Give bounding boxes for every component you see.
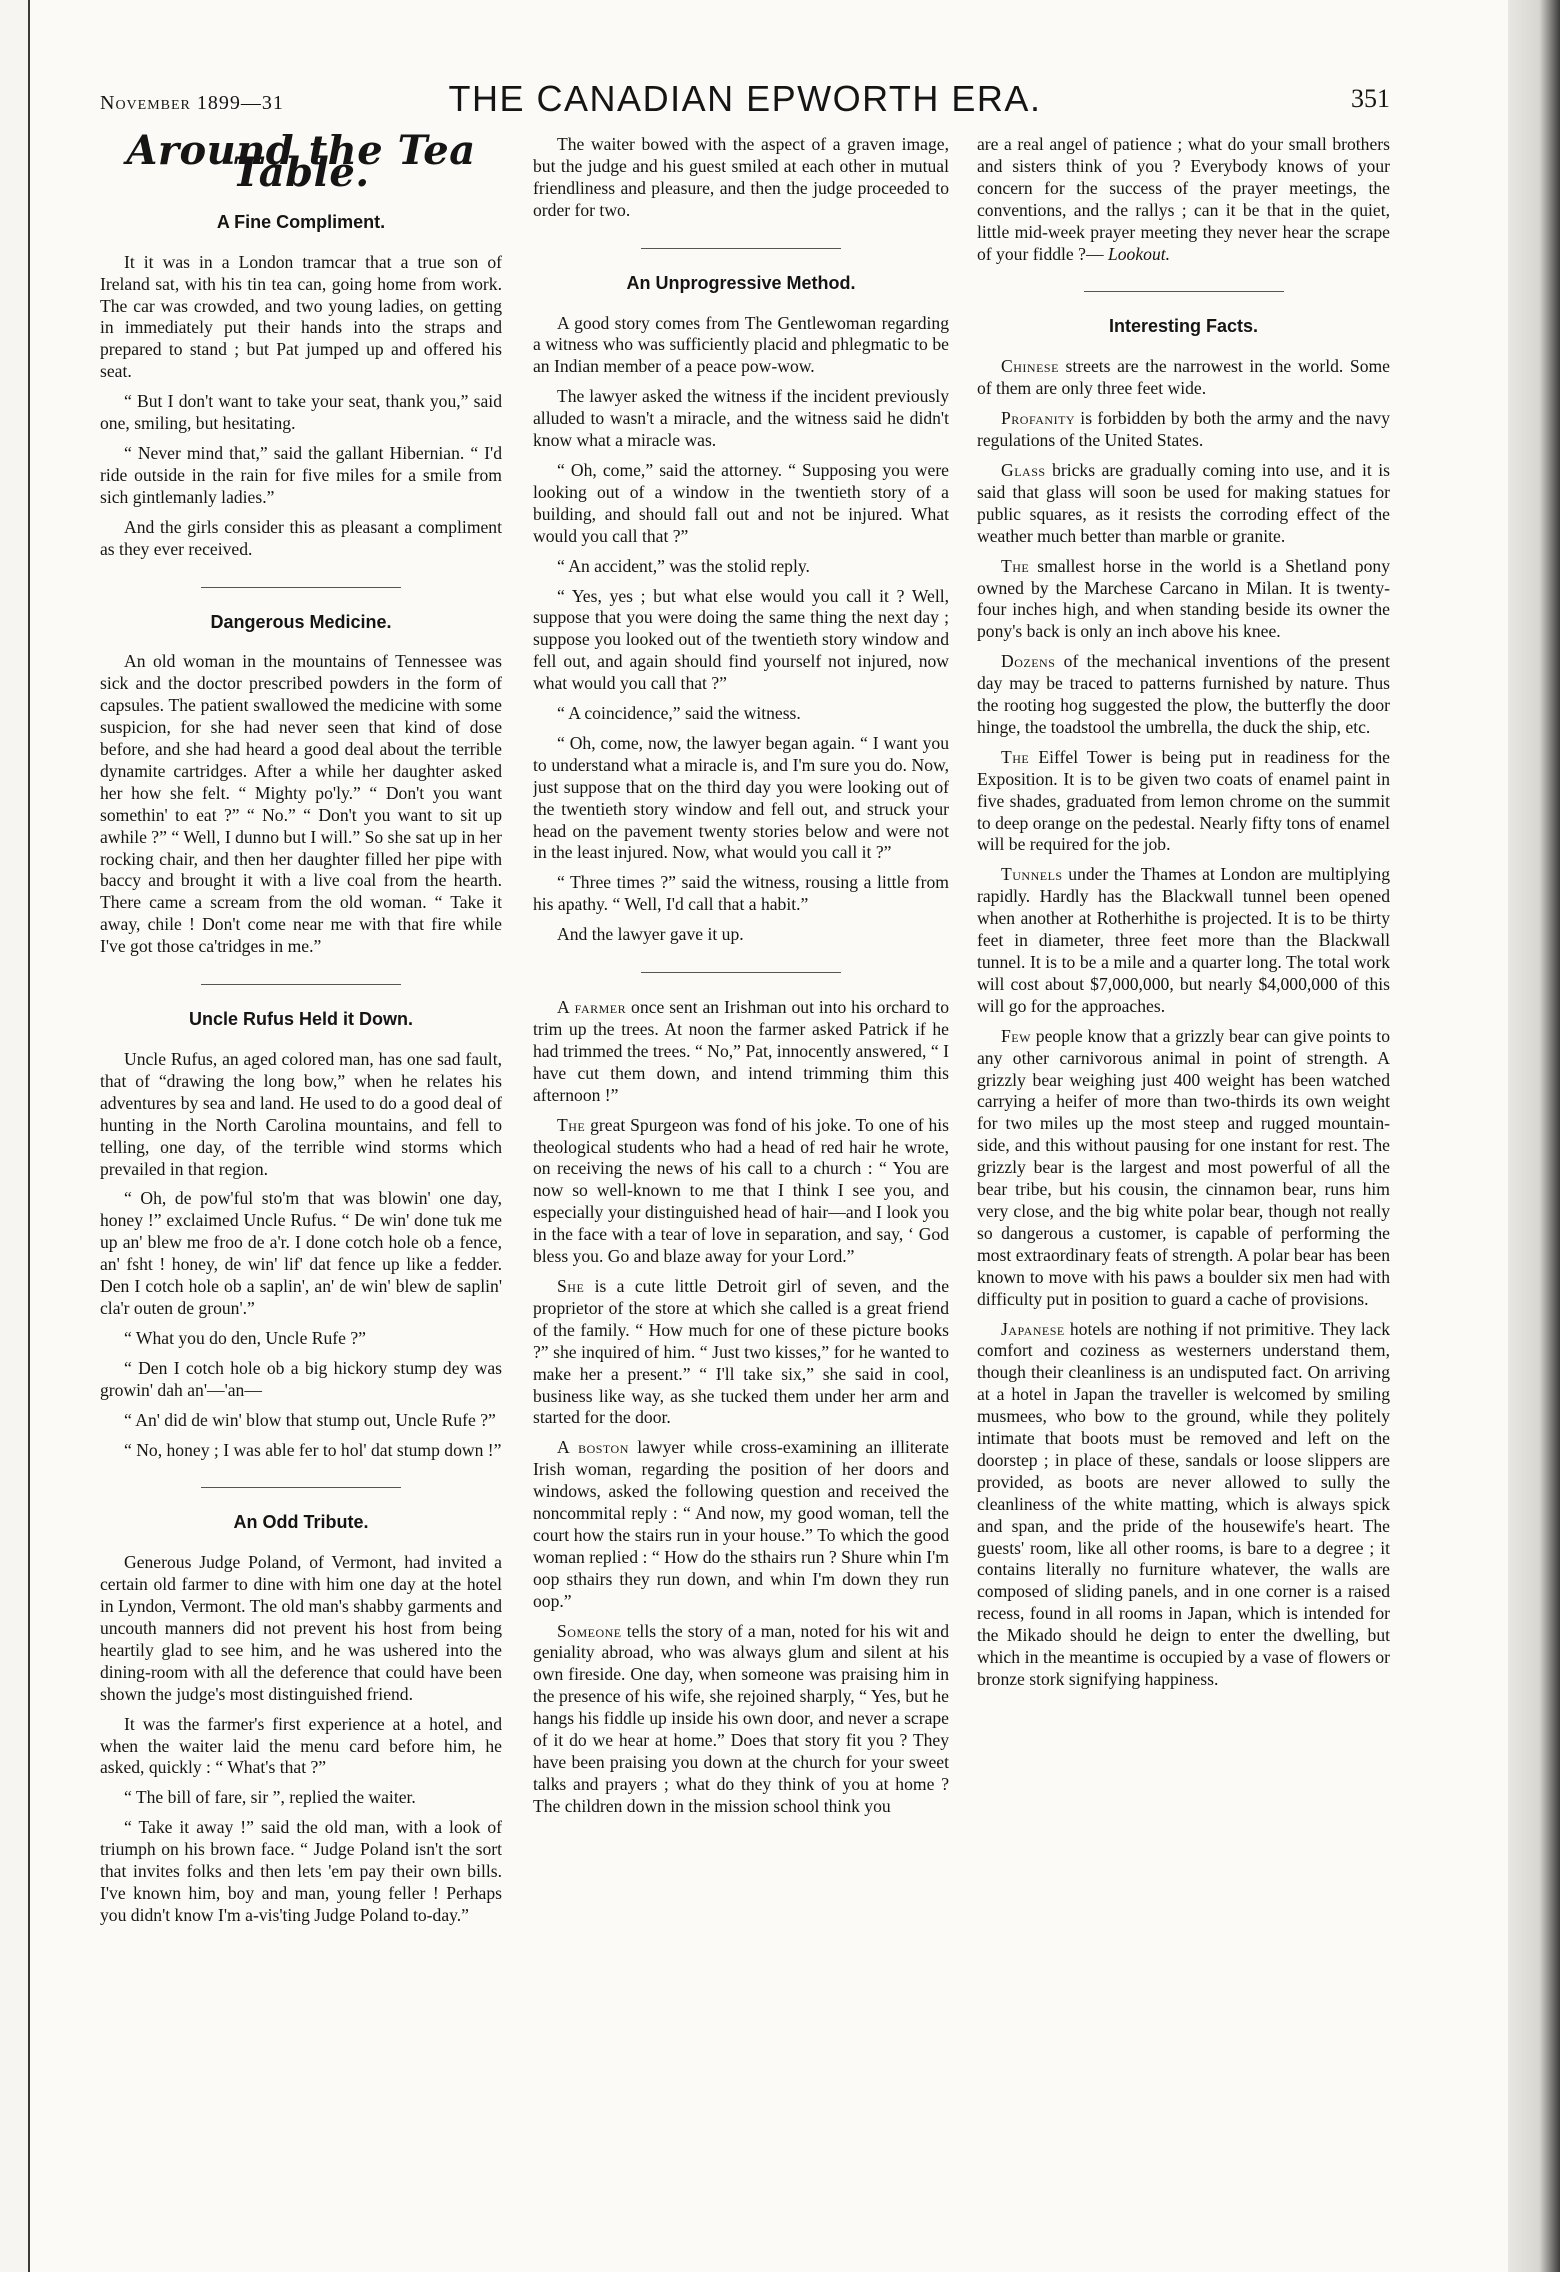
article-heading-interesting-facts: Interesting Facts. [1108,316,1259,337]
column-2 [533,134,949,2194]
paragraph [977,556,1390,644]
lead-word: Few [1001,1025,1031,1046]
paragraph: “ The bill of fare, sir ”, replied the waiter. [124,1787,416,1808]
paragraph [977,134,1390,265]
paragraph-text: smallest horse in the world is a Shetland pony owned by the Marchese Carcano in Milan. It is twenty-four inches high, and when standing beside its owner the pony's back is only an inch above his knee. [977,555,1390,642]
binding-edge [28,0,30,2272]
article-heading-uncle-rufus: Uncle Rufus Held it Down. [188,1009,413,1030]
paragraph: “ Oh, de pow'ful sto'm that was blowin' one day, honey !” exclaimed Uncle Rufus. “ De win' done tuk me up an' blew me froo de a'r. I done cotch hole ob a fence, an' fsht ! honey, de win' lif' dat fence up like a fedder. Den I cotch hole ob a saplin', an' de win' blew de saplin' cla'r outen de groun'.” [100,1188,502,1318]
lead-word: The [1001,746,1030,767]
paragraph: The lawyer asked the witness if the incident previously alluded to wasn't a miracle, and the witness said he didn't know what a miracle was. [533,386,949,451]
paragraph [533,1276,949,1429]
lead-word: Tunnels [1001,864,1063,885]
paragraph-text: tells the story of a man, noted for his wit and geniality abroad, who was always glum and silent at his own fireside. One day, when someone was praising him in the presence of his wife, she rejoined sharply, “ Yes, but he hangs his fiddle up inside his own door, and never a scrape of it do we hear at home.” Does that story fit you ? They have been praising you down at the church for your sweet talks and prayers ; what do they think of you at home ? The children down in the mission school think you [533,1620,949,1816]
paragraph: And the lawyer gave it up. [557,924,744,945]
paragraph: “ Three times ?” said the witness, rousing a little from his apathy. “ Well, I'd call that a habit.” [533,872,949,915]
paragraph [977,651,1390,739]
paragraph-text: lawyer while cross-examining an illiterate Irish woman, regarding the position of her doors and windows, asked the following question and received the noncommital reply : “ And now, my good woman, tell the court how the stairs run in your house.” To which the good woman replied : “ How do the sthairs run ? Shure whin I'm oop sthairs they run down, and whin I'm down they run oop.” [533,1437,949,1611]
paragraph [533,1115,949,1268]
paragraph [977,1026,1390,1311]
paragraph: A good story comes from The Gentlewoman regarding a witness who was sufficiently placid and phlegmatic to be an Indian member of a peace pow-wow. [533,312,949,377]
paragraph-text: is forbidden by both the army and the navy regulations of the United States. [977,408,1390,451]
paragraph [977,864,1390,1017]
paragraph-text: under the Thames at London are multiplying rapidly. Hardly has the Blackwall tunnel been opened when another at Rotherhithe is projected. It is to be thirty feet in diameter, three feet more than the Blackwall tunnel. It is to be a mile and a quarter long. The total work will cost about $7,000,000, but nearly $4,000,000 of this will go for the approaches. [977,864,1390,1016]
lead-word: The [557,1114,586,1135]
page-number: 351 [1351,84,1390,113]
lead-word: A farmer [557,997,627,1018]
paragraph-text: hotels are nothing if not primitive. They lack comfort and coziness as westerners understand them, though their cleanliness is an undisputed fact. On arriving at a hotel in Japan the traveller is welcomed by smiling musmees, who bow to the ground, while they politely intimate that boots must be removed and left on the doorstep ; in place of these, sandals or loose slippers are provided, as boots are never allowed to sully the cleanliness of the white matting, which is always spick and span, and the pride of the housewife's heart. The guests' room, like all other rooms, is bare to a degree ; it contains literally no furniture whatever, the walls are composed of sliding panels, and in one corner is a raised recess, found in all rooms in Japan, which is intended for the Mikado should he deign to enter the dwelling, but which in the meantime is occupied by a vase of flowers or bronze stork signifying happiness. [977,1318,1390,1689]
article-heading-unprogressive-method: An Unprogressive Method. [626,272,856,293]
lead-word: The [1001,555,1030,576]
paragraph-text: of the mechanical inventions of the present day may be traced to patterns furnished by nature. Thus the rooting hog suggested the plow, the butterfly the door hinge, the toadstool the umbrella, the duck the ship, etc. [977,651,1390,737]
paragraph: “ An' did de win' blow that stump out, Uncle Rufe ?” [124,1409,496,1430]
paragraph-text: people know that a grizzly bear can give points to any other carnivorous animal in point of strength. A grizzly bear weighing just 400 weight has been watched carrying a heifer of more than two-thirds its own weight for two miles up the most steep and rugged mountain-side, and this without pausing for one instant for rest. The grizzly bear is the largest and most powerful of all the bear tribe, but his cousin, the cinnamon bear, runs him very close, and the big white polar bear, though not really so dangerous a customer, is capable of performing the most extraordinary feats of strength. A polar bear has been known to move with his paws a boulder six men had with difficulty put in position to guard a cache of provisions. [977,1025,1390,1309]
paragraph: “ Oh, come, now, the lawyer began again. “ I want you to understand what a miracle is, and I'm sure you do. Now, just suppose that on the third day you were looking out of the twentieth story window and fell out, and struck your head on the pavement twenty stories below and were not in the least injured. Now, what would you call it ?” [533,732,949,863]
lead-word: Profanity [1001,408,1076,429]
paragraph [533,1437,949,1612]
paragraph: An old woman in the mountains of Tennessee was sick and the doctor prescribed powders in the form of capsules. The patient swallowed the medicine with some suspicion, for she had never seen that kind of dose before, and she had heard a good deal about the terrible dynamite cartridges. After a while her daughter asked her how she felt. “ Mighty po'ly.” “ Don't you want somethin' to eat ?” “ No.” “ Don't you want to sit up awhile ?” “ Well, I dunno but I will.” So she sat up in her rocking chair, and then her daughter filled her pipe with baccy and brought it with a live coal from the hearth. There came a scream from the old woman. “ Take it away, chile ! Don't come near me with that fire while I've got those ca'tridges in me.” [100,651,502,957]
paragraph: “ Oh, come,” said the attorney. “ Supposing you were looking out of a window in the twentieth story of a building, and should fall out and not be injured. What would you call that ?” [533,459,949,546]
paragraph-text: great Spurgeon was fond of his joke. To one of his theological students who had a head of red hair he wrote, on receiving the news of his call to a church : “ You are now so well-known to me that I think I see you, and especially your distinguished head of hair—and I look you in the face with a tear of love in separation, and say, ‘ God bless you. Go and blaze away for your Lord.” [533,1114,949,1267]
source-credit: Lookout. [1107,243,1171,264]
paragraph: Generous Judge Poland, of Vermont, had invited a certain old farmer to dine with him one day at the hotel in Lyndon, Vermont. The old man's shabby garments and uncouth manners did not prevent his host from being heartily glad to see him, and he was ushered into the dining-room with all the deference that could have been shown the judge's most distinguished friend. [100,1552,502,1704]
paragraph: “ Yes, yes ; but what else would you call it ? Well, suppose that you were doing the same thing the next day ; suppose you looked out of the twentieth story window and fell out, and again should find yourself not injured, now what would you call that ?” [533,585,949,694]
divider-rule [641,248,841,249]
divider-rule [1084,291,1284,292]
paragraph-text: Eiffel Tower is being put in readiness for the Exposition. It is to be given two coats of enamel paint in five shades, graduated from lemon chrome on the summit to deep orange on the pedestal. Nearly fifty tons of enamel will be required for the job. [977,746,1390,855]
paragraph [533,997,949,1107]
divider-rule [201,984,401,985]
divider-rule [641,972,841,973]
paragraph-text: is a cute little Detroit girl of seven, and the proprietor of the store at which she called is a great friend of the family. “ How much for one of these picture books ?” she inquired of him. “ Just two kisses,” for he wanted to make her a present.” “ I'll take six,” she said in cool, business like way, as she tucked them under her arm and started for the door. [533,1275,949,1428]
lead-word: Glass [1001,459,1046,480]
paragraph: Uncle Rufus, an aged colored man, has one sad fault, that of “drawing the long bow,” when he relates his adventures by sea and land. He used to do a good deal of hunting in the North Carolina mountains, and fell to telling, one day, of the terrible wind storms which prevailed in that region. [100,1049,502,1179]
lead-word: Japanese [1001,1318,1065,1339]
paragraph-text: once sent an Irishman out into his orchard to trim up the trees. At noon the farmer asked Patrick if he had trimmed the trees. “ No,” Pat, innocently answered, “ I have cut them down, and intend trimming thim this afternoon !” [533,997,949,1105]
paragraph-text: streets are the narrowest in the world. Some of them are only three feet wide. [977,356,1390,399]
paragraph [977,408,1390,452]
lead-word: Dozens [1001,651,1056,672]
section-title: Around the Tea Table. [126,134,476,196]
issue-date: November 1899—31 [100,92,284,114]
lead-word: A boston [557,1437,629,1458]
column-3 [977,134,1390,2194]
paragraph [977,1319,1390,1691]
article-heading-dangerous-medicine: Dangerous Medicine. [210,611,392,632]
paragraph [977,356,1390,400]
paragraph: “ Den I cotch hole ob a big hickory stump dey was growin' dah an'—'an— [100,1357,502,1400]
paragraph: The waiter bowed with the aspect of a graven image, but the judge and his guest smiled at each other in mutual friendliness and pleasure, and then the judge proceeded to order for two. [533,134,949,220]
paragraph: “ Take it away !” said the old man, with a look of triumph on his brown face. “ Judge Poland isn't the sort that invites folks and then lets 'em pay their own bills. I've known him, boy and man, young feller ! Perhaps you didn't know I'm a-vis'ting Judge Poland to-day.” [100,1817,502,1925]
column-1 [100,134,502,2194]
page-header [100,78,1390,122]
paragraph: It was the farmer's first experience at a hotel, and when the waiter laid the menu card before him, he asked, quickly : “ What's that ?” [100,1713,502,1778]
paragraph: And the girls consider this as pleasant a compliment as they ever received. [100,516,502,559]
paragraph: “ But I don't want to take your seat, thank you,” said one, smiling, but hesitating. [100,391,502,434]
paragraph: “ Never mind that,” said the gallant Hibernian. “ I'd ride outside in the rain for five miles for a smile from sich gintlemanly ladies.” [100,442,502,507]
lead-word: Chinese [1001,356,1059,377]
journal-title: THE CANADIAN EPWORTH ERA. [448,78,1042,119]
page-edge-shadow [1508,0,1560,2272]
paragraph: “ No, honey ; I was able fer to hol' dat stump down !” [124,1439,502,1460]
lead-word: She [557,1275,585,1296]
paragraph: “ What you do den, Uncle Rufe ?” [124,1327,366,1348]
paragraph [977,747,1390,857]
divider-rule [201,587,401,588]
paragraph: It it was in a London tramcar that a true son of Ireland sat, with his tin tea can, going home from work. The car was crowded, and two young ladies, on getting in immediately put their hands into the straps and prepared to stand ; but Pat jumped up and offered his seat. [100,251,502,382]
paragraph: “ An accident,” was the stolid reply. [557,555,810,576]
paragraph [977,460,1390,548]
article-heading-odd-tribute: An Odd Tribute. [233,1512,369,1533]
divider-rule [201,1487,401,1488]
lead-word: Someone [557,1620,622,1641]
paragraph: “ A coincidence,” said the witness. [557,703,801,724]
paragraph-text: bricks are gradually coming into use, and it is said that glass will soon be used for making statues for public squares, as it resists the corroding effect of the weather much better than marble or granite. [977,459,1390,546]
article-heading-fine-compliment: A Fine Compliment. [216,211,386,232]
paragraph [533,1621,949,1818]
paragraph-text: are a real angel of patience ; what do your small brothers and sisters think of you ? Everybody knows of your concern for the success of the prayer meetings, the conventions, and the rallys ; can it be that in the quiet, little mid-week prayer meeting they never hear the scrape of your fiddle ?— [977,134,1390,264]
